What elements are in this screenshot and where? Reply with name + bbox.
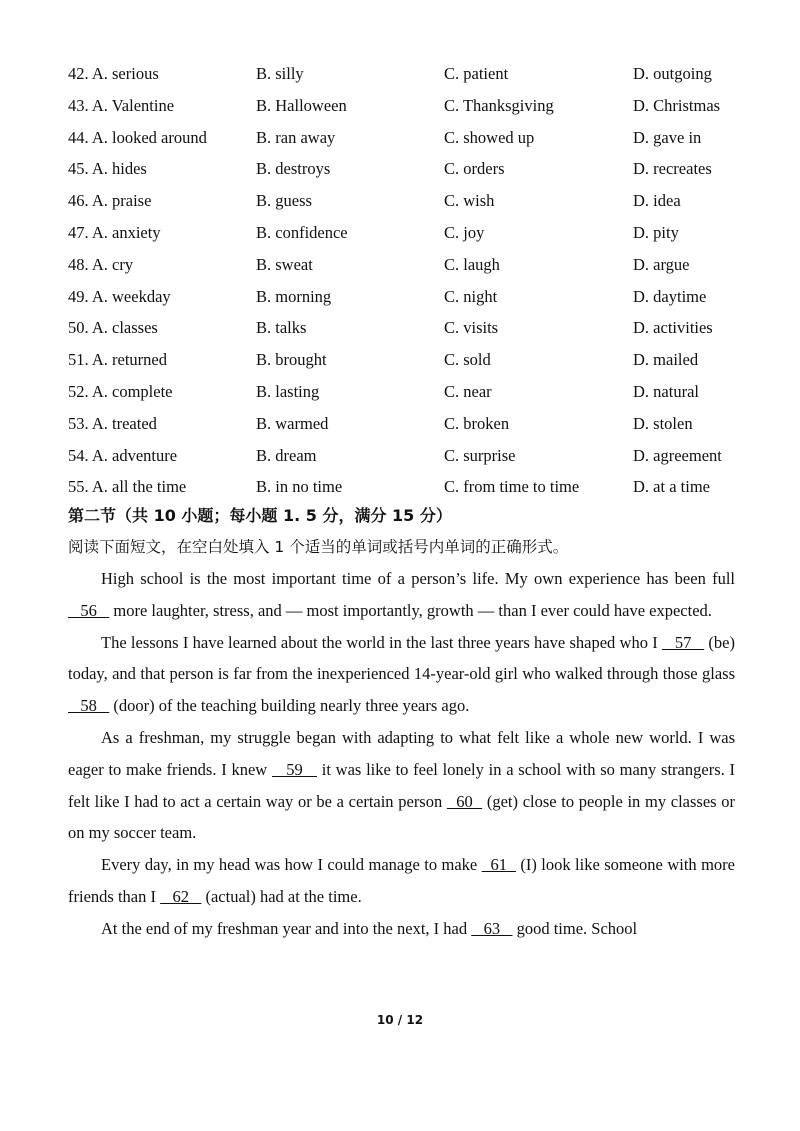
- blank-62: 62: [160, 886, 202, 906]
- option-a: 55. A. all the time: [68, 477, 187, 497]
- option-b: B. talks: [256, 318, 307, 338]
- option-a: 51. A. returned: [68, 350, 167, 370]
- option-c: C. near: [444, 381, 492, 401]
- blank-60: 60: [446, 791, 483, 811]
- passage-text: (actual) had at the time.: [201, 886, 362, 906]
- option-b: B. in no time: [256, 477, 343, 497]
- option-b: B. dream: [256, 445, 317, 465]
- option-c: C. visits: [444, 318, 499, 338]
- question-row: [68, 249, 748, 281]
- option-d: D. mailed: [633, 350, 699, 370]
- option-a: 50. A. classes: [68, 318, 158, 338]
- option-a: 52. A. complete: [68, 381, 173, 401]
- paragraph-2: [68, 627, 735, 722]
- option-b: B. warmed: [256, 413, 329, 433]
- option-c: C. sold: [444, 350, 491, 370]
- paragraph-5: [68, 913, 735, 945]
- option-b: B. silly: [256, 64, 304, 83]
- option-b: B. lasting: [256, 381, 320, 401]
- blank-57: 57: [662, 632, 705, 652]
- option-d: D. idea: [633, 191, 681, 211]
- blank-63: 63: [471, 918, 513, 938]
- passage-text: more laughter, stress, and — most importantly, growth — than I ever could have expected.: [109, 600, 712, 620]
- option-d: D. at a time: [633, 477, 710, 497]
- option-c: C. laugh: [444, 254, 500, 274]
- paragraph-1: [68, 563, 735, 627]
- question-row: [68, 376, 748, 408]
- option-d: D. natural: [633, 381, 699, 401]
- option-b: B. destroys: [256, 159, 331, 179]
- option-d: D. agreement: [633, 445, 722, 465]
- multiple-choice-options: [68, 58, 748, 503]
- blank-59: 59: [271, 759, 317, 779]
- paragraph-3: [68, 722, 735, 849]
- question-row: [68, 153, 748, 185]
- page-number: 10 / 12: [376, 1013, 424, 1027]
- option-a: 44. A. looked around: [68, 127, 207, 147]
- option-b: B. guess: [256, 191, 312, 211]
- question-row: [68, 344, 748, 376]
- question-row: [68, 440, 748, 472]
- passage-text: At the end of my freshman year and into the next, I had: [101, 918, 472, 938]
- option-d: D. pity: [633, 222, 679, 242]
- option-c: C. Thanksgiving: [444, 95, 554, 115]
- question-row: [68, 408, 748, 440]
- paragraph-4: [68, 849, 735, 913]
- option-c: C. surprise: [444, 445, 516, 465]
- question-row: [68, 122, 748, 154]
- passage-text: Every day, in my head was how I could manage to make: [101, 855, 482, 875]
- passage-text: it was like to feel lonely in a school with so many strangers. I felt like I had to act a certain way or be a certain person: [68, 759, 735, 811]
- option-d: D. outgoing: [633, 64, 712, 83]
- option-a: 49. A. weekday: [68, 286, 171, 306]
- option-d: D. Christmas: [633, 95, 721, 115]
- option-b: B. confidence: [256, 222, 348, 242]
- option-a: 47. A. anxiety: [68, 222, 161, 242]
- option-a: 53. A. treated: [68, 413, 157, 433]
- reading-passage: [68, 563, 735, 945]
- option-c: C. joy: [444, 222, 485, 242]
- option-a: 43. A. Valentine: [68, 95, 175, 115]
- passage-text: As a freshman, my struggle began with adapting to what felt like a whole new world. I was eager to make friends. I knew: [68, 727, 735, 779]
- section-instruction: 阅读下面短文，在空白处填入 1 个适当的单词或括号内单词的正确形式。: [68, 538, 569, 556]
- section-title: 第二节（共 10 小题；每小题 1. 5 分，满分 15 分）: [68, 506, 452, 525]
- passage-text: High school is the most important time of a person’s life. My own experience has been full: [101, 569, 735, 588]
- blank-61: 61: [481, 855, 516, 875]
- option-d: D. daytime: [633, 286, 707, 306]
- option-d: D. argue: [633, 254, 690, 274]
- passage-text: (door) of the teaching building nearly three years ago.: [109, 696, 470, 716]
- option-c: C. wish: [444, 191, 495, 211]
- option-a: 45. A. hides: [68, 159, 147, 179]
- question-row: [68, 281, 748, 313]
- option-d: D. recreates: [633, 159, 712, 179]
- passage-text: (get) close to people in my classes or on my soccer team.: [68, 791, 735, 843]
- option-d: D. stolen: [633, 413, 693, 433]
- blank-56: 56: [68, 600, 110, 620]
- option-b: B. ran away: [256, 127, 336, 147]
- option-c: C. broken: [444, 413, 510, 433]
- option-a: 42. A. serious: [68, 64, 159, 83]
- option-b: B. morning: [256, 286, 332, 306]
- question-row: [68, 90, 748, 122]
- option-b: B. sweat: [256, 254, 313, 274]
- option-c: C. night: [444, 286, 498, 306]
- option-d: D. gave in: [633, 127, 702, 147]
- option-a: 48. A. cry: [68, 254, 134, 274]
- question-row: [68, 217, 748, 249]
- option-b: B. Halloween: [256, 95, 347, 115]
- option-c: C. orders: [444, 159, 505, 179]
- option-c: C. from time to time: [444, 477, 580, 497]
- option-c: C. patient: [444, 64, 509, 83]
- option-d: D. activities: [633, 318, 713, 338]
- option-c: C. showed up: [444, 127, 535, 147]
- passage-text: The lessons I have learned about the world in the last three years have shaped who I: [101, 632, 663, 652]
- option-a: 46. A. praise: [68, 191, 152, 211]
- question-row: [68, 185, 748, 217]
- passage-text: (be) today, and that person is far from the inexperienced 14-year-old girl who walked through those glass: [68, 632, 735, 684]
- option-a: 54. A. adventure: [68, 445, 178, 465]
- blank-58: 58: [68, 696, 110, 716]
- passage-text: (I) look like someone with more friends than I: [68, 855, 735, 906]
- option-b: B. brought: [256, 350, 327, 370]
- passage-text: good time. School: [512, 918, 638, 938]
- question-row: [68, 471, 748, 503]
- question-row: [68, 58, 748, 90]
- question-row: [68, 312, 748, 344]
